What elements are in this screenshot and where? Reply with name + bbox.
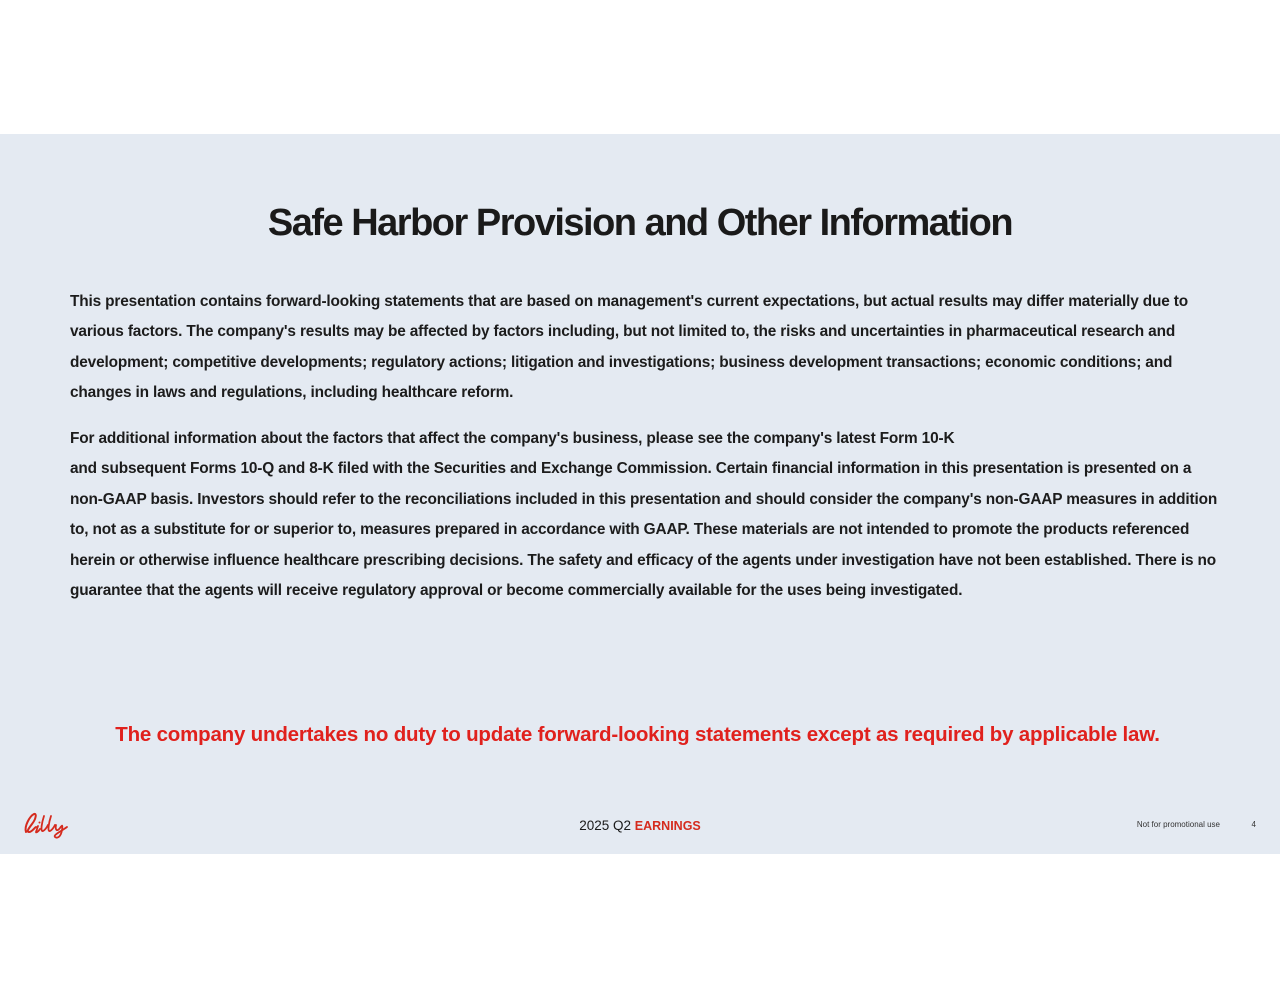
promo-notice: Not for promotional use (1136, 820, 1220, 829)
footer-period: 2025 Q2 (579, 818, 632, 833)
footer-label (0, 818, 1280, 833)
safe-harbor-paragraph: This presentation contains forward-looking statements that are based on management's current expectations, but actual results may differ materially due to various factors. The company's results may be affected by factors including, but not limited to, the risks and uncertainties in pharmaceutical research and development; competitive developments; regulatory actions; litigation and investigations; business development transactions; economic conditions; and changes in laws and regulations, including healthcare reform. (70, 293, 1189, 402)
page-number: 4 (1251, 820, 1256, 829)
additional-info-paragraph (70, 424, 1220, 606)
slide (0, 134, 1280, 854)
additional-info-rest: and subsequent Forms 10-Q and 8-K filed with the Securities and Exchange Commission. Certain financial information in this presentation is presented on a non-GAAP basis. Investors should refer to the reconciliations included in this presentation and should consider the company's non-GAAP measures in addition to, not as a substitute for or superior to, measures prepared in accordance with GAAP. These materials are not intended to promote the products referenced herein or otherwise influence healthcare prescribing decisions. The safety and efficacy of the agents under investigation have not been established. There is no guarantee that the agents will receive regulatory approval or become commercially available for the uses being investigated. (70, 460, 1218, 600)
footer-earnings-label: EARNINGS (634, 819, 701, 833)
disclaimer-statement: The company undertakes no duty to update forward-looking statements except as required by applicable law. (115, 723, 1160, 746)
page-title: Safe Harbor Provision and Other Information (267, 202, 1013, 244)
additional-info-first-line: For additional information about the factors that affect the company's business, please see the company's latest Form 10-K (70, 430, 955, 447)
